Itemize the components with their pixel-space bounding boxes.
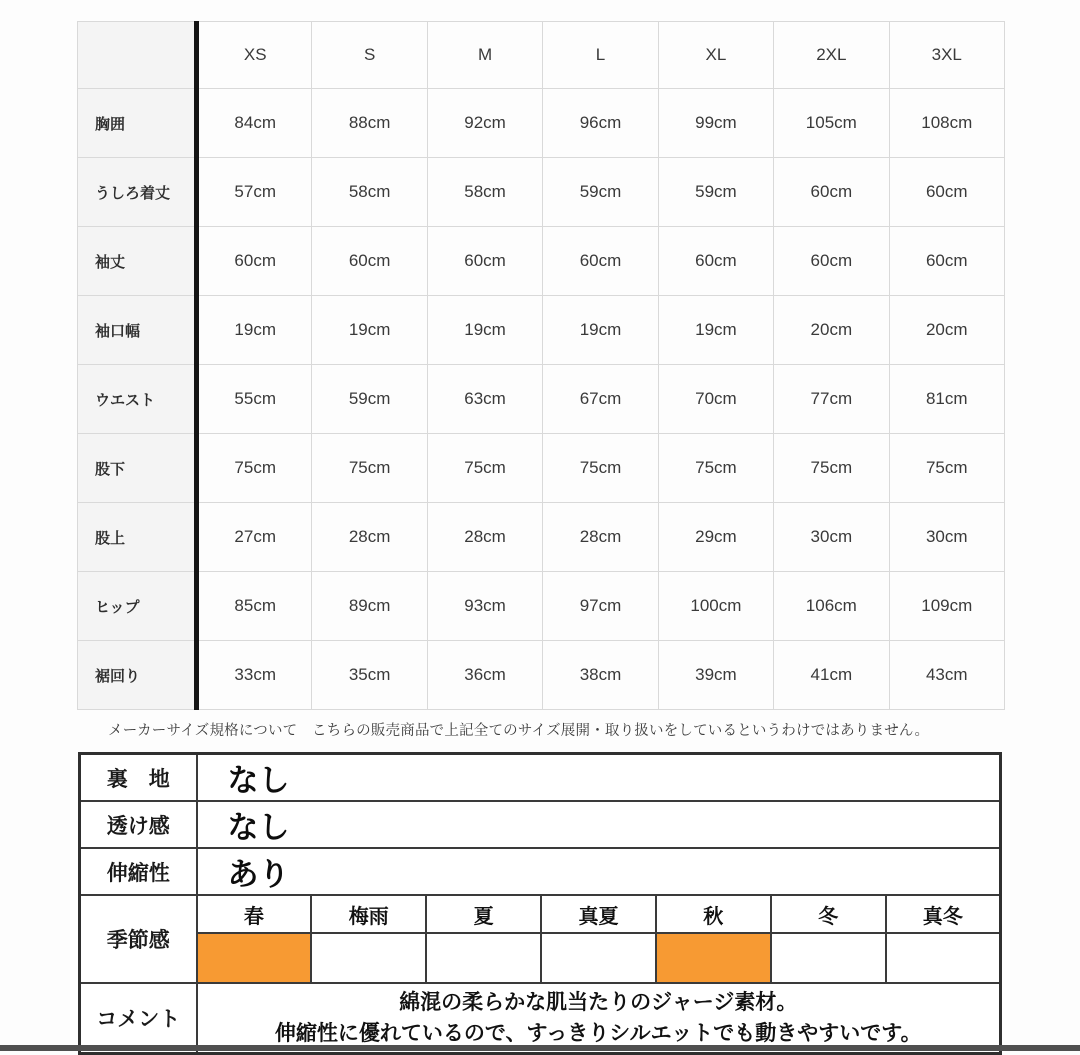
size-col-3xl: 3XL bbox=[889, 22, 1004, 89]
cell: 20cm bbox=[774, 296, 889, 365]
table-row-hip bbox=[78, 572, 1005, 641]
season-mark-midsummer bbox=[541, 933, 656, 983]
cell: 19cm bbox=[197, 296, 312, 365]
cell: 19cm bbox=[427, 296, 542, 365]
cell: 28cm bbox=[312, 503, 427, 572]
cell: 28cm bbox=[427, 503, 542, 572]
cropped-bottom-edge bbox=[0, 1045, 1080, 1051]
cell: 60cm bbox=[312, 227, 427, 296]
season-col-autumn: 秋 bbox=[656, 895, 771, 933]
comment-line-1: 綿混の柔らかな肌当たりのジャージ素材。 bbox=[399, 990, 798, 1014]
cell: 84cm bbox=[197, 89, 312, 158]
size-chart bbox=[77, 21, 1005, 710]
cell: 106cm bbox=[774, 572, 889, 641]
row-label-chest: 胸囲 bbox=[78, 89, 197, 158]
spec-value-sheerness: なし bbox=[197, 801, 1001, 848]
row-label-sleeve-length: 袖丈 bbox=[78, 227, 197, 296]
cell: 109cm bbox=[889, 572, 1004, 641]
maker-size-note: メーカーサイズ規格について こちらの販売商品で上記全てのサイズ展開・取り扱いをしているというわけではありません。 bbox=[108, 723, 930, 739]
cell: 100cm bbox=[658, 572, 773, 641]
cell: 105cm bbox=[774, 89, 889, 158]
cell: 93cm bbox=[427, 572, 542, 641]
season-col-midwinter: 真冬 bbox=[886, 895, 1001, 933]
size-col-2xl: 2XL bbox=[774, 22, 889, 89]
spec-row-sheerness bbox=[80, 801, 1001, 848]
cell: 57cm bbox=[197, 158, 312, 227]
cell: 75cm bbox=[889, 434, 1004, 503]
season-mark-spring bbox=[197, 933, 312, 983]
size-col-s: S bbox=[312, 22, 427, 89]
cell: 97cm bbox=[543, 572, 658, 641]
cell: 58cm bbox=[427, 158, 542, 227]
cell: 85cm bbox=[197, 572, 312, 641]
spec-label-lining: 裏 地 bbox=[80, 754, 197, 802]
cell: 75cm bbox=[658, 434, 773, 503]
size-col-m: M bbox=[427, 22, 542, 89]
cell: 30cm bbox=[774, 503, 889, 572]
cell: 60cm bbox=[774, 227, 889, 296]
table-row-hem bbox=[78, 641, 1005, 710]
cell: 88cm bbox=[312, 89, 427, 158]
cell: 30cm bbox=[889, 503, 1004, 572]
spec-label-season: 季節感 bbox=[80, 895, 197, 983]
spec-comment-text bbox=[197, 983, 1001, 1053]
row-label-back-length: うしろ着丈 bbox=[78, 158, 197, 227]
cell: 60cm bbox=[889, 227, 1004, 296]
spec-row-lining bbox=[80, 754, 1001, 802]
cell: 59cm bbox=[658, 158, 773, 227]
cell: 39cm bbox=[658, 641, 773, 710]
table-row-rise bbox=[78, 503, 1005, 572]
season-mark-summer bbox=[426, 933, 541, 983]
cell: 60cm bbox=[658, 227, 773, 296]
season-col-rainy: 梅雨 bbox=[311, 895, 426, 933]
cell: 19cm bbox=[312, 296, 427, 365]
cell: 35cm bbox=[312, 641, 427, 710]
season-col-spring: 春 bbox=[197, 895, 312, 933]
cell: 59cm bbox=[543, 158, 658, 227]
cell: 92cm bbox=[427, 89, 542, 158]
size-col-xs: XS bbox=[197, 22, 312, 89]
cell: 81cm bbox=[889, 365, 1004, 434]
cell: 38cm bbox=[543, 641, 658, 710]
cell: 99cm bbox=[658, 89, 773, 158]
cell: 77cm bbox=[774, 365, 889, 434]
table-row-sleeve-length bbox=[78, 227, 1005, 296]
spec-label-comment: コメント bbox=[80, 983, 197, 1053]
row-label-hem: 裾回り bbox=[78, 641, 197, 710]
season-mark-midwinter bbox=[886, 933, 1001, 983]
size-col-xl: XL bbox=[658, 22, 773, 89]
comment-line-2: 伸縮性に優れているので、すっきりシルエットでも動きやすいです。 bbox=[274, 1021, 922, 1045]
spec-label-sheerness: 透け感 bbox=[80, 801, 197, 848]
table-row-chest bbox=[78, 89, 1005, 158]
row-label-hip: ヒップ bbox=[78, 572, 197, 641]
spec-value-stretch: あり bbox=[197, 848, 1001, 895]
cell: 63cm bbox=[427, 365, 542, 434]
spec-row-season-header bbox=[80, 895, 1001, 933]
cell: 43cm bbox=[889, 641, 1004, 710]
cell: 20cm bbox=[889, 296, 1004, 365]
season-mark-autumn bbox=[656, 933, 771, 983]
cell: 60cm bbox=[774, 158, 889, 227]
cell: 19cm bbox=[658, 296, 773, 365]
size-header-row bbox=[78, 22, 1005, 89]
row-label-waist: ウエスト bbox=[78, 365, 197, 434]
row-label-cuff-width: 袖口幅 bbox=[78, 296, 197, 365]
size-header-corner bbox=[78, 22, 197, 89]
cell: 41cm bbox=[774, 641, 889, 710]
spec-label-stretch: 伸縮性 bbox=[80, 848, 197, 895]
cell: 27cm bbox=[197, 503, 312, 572]
product-spec bbox=[78, 752, 1002, 1055]
cell: 96cm bbox=[543, 89, 658, 158]
spec-value-lining: なし bbox=[197, 754, 1001, 802]
size-table bbox=[77, 21, 1005, 710]
season-col-midsummer: 真夏 bbox=[541, 895, 656, 933]
cell: 75cm bbox=[427, 434, 542, 503]
size-col-l: L bbox=[543, 22, 658, 89]
cell: 60cm bbox=[197, 227, 312, 296]
cell: 89cm bbox=[312, 572, 427, 641]
cell: 75cm bbox=[197, 434, 312, 503]
cell: 58cm bbox=[312, 158, 427, 227]
cell: 60cm bbox=[889, 158, 1004, 227]
row-label-inseam: 股下 bbox=[78, 434, 197, 503]
cell: 28cm bbox=[543, 503, 658, 572]
cell: 70cm bbox=[658, 365, 773, 434]
cell: 75cm bbox=[312, 434, 427, 503]
spec-row-comment bbox=[80, 983, 1001, 1053]
cell: 55cm bbox=[197, 365, 312, 434]
table-row-cuff-width bbox=[78, 296, 1005, 365]
row-label-rise: 股上 bbox=[78, 503, 197, 572]
season-col-summer: 夏 bbox=[426, 895, 541, 933]
cell: 60cm bbox=[543, 227, 658, 296]
table-row-back-length bbox=[78, 158, 1005, 227]
cell: 59cm bbox=[312, 365, 427, 434]
cell: 75cm bbox=[774, 434, 889, 503]
spec-row-season-band bbox=[80, 933, 1001, 983]
cell: 29cm bbox=[658, 503, 773, 572]
table-row-waist bbox=[78, 365, 1005, 434]
season-mark-winter bbox=[771, 933, 886, 983]
season-mark-rainy bbox=[311, 933, 426, 983]
cell: 75cm bbox=[543, 434, 658, 503]
cell: 67cm bbox=[543, 365, 658, 434]
table-row-inseam bbox=[78, 434, 1005, 503]
cell: 60cm bbox=[427, 227, 542, 296]
cell: 36cm bbox=[427, 641, 542, 710]
cell: 19cm bbox=[543, 296, 658, 365]
cell: 108cm bbox=[889, 89, 1004, 158]
spec-row-stretch bbox=[80, 848, 1001, 895]
cell: 33cm bbox=[197, 641, 312, 710]
season-col-winter: 冬 bbox=[771, 895, 886, 933]
spec-table bbox=[78, 752, 1002, 1055]
